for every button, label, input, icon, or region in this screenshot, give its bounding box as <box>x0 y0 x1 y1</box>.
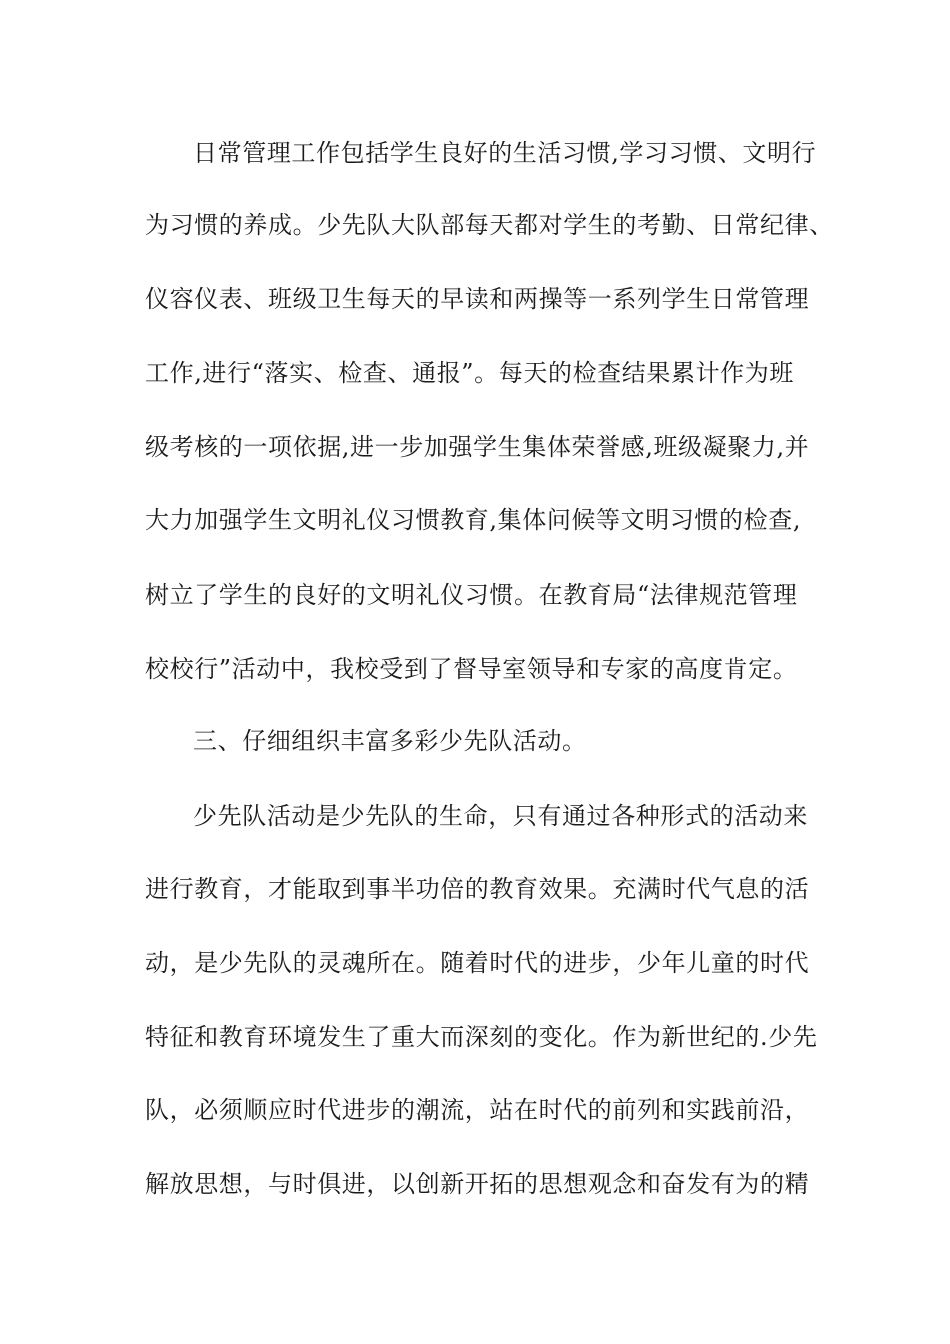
paragraph-line: 动，是少先队的灵魂所在。随着时代的进步，少年儿童的时代 <box>145 949 810 977</box>
paragraph-line: 工作,进行“落实、检查、通报”。每天的检查结果累计作为班 <box>145 359 794 387</box>
paragraph-line: 大力加强学生文明礼仪习惯教育,集体问候等文明习惯的检查, <box>145 506 802 534</box>
paragraph-line: 树立了学生的良好的文明礼仪习惯。在教育局“法律规范管理 <box>145 581 798 609</box>
paragraph-line: 少先队活动是少先队的生命，只有通过各种形式的活动来 <box>193 802 808 830</box>
paragraph-line: 日常管理工作包括学生良好的生活习惯,学习习惯、文明行 <box>193 139 817 167</box>
paragraph-line: 为习惯的养成。少先队大队部每天都对学生的考勤、日常纪律、 <box>145 211 834 239</box>
paragraph-line: 队，必须顺应时代进步的潮流，站在时代的前列和实践前沿， <box>145 1096 810 1124</box>
paragraph-line: 仪容仪表、班级卫生每天的早读和两操等一系列学生日常管理 <box>145 285 810 313</box>
section-heading: 三、仔细组织丰富多彩少先队活动。 <box>193 727 587 755</box>
paragraph-line: 特征和教育环境发生了重大而深刻的变化。作为新世纪的.少先 <box>145 1023 818 1051</box>
paragraph-line: 进行教育，才能取到事半功倍的教育效果。充满时代气息的活 <box>145 875 810 903</box>
paragraph-line: 级考核的一项依据,进一步加强学生集体荣誉感,班级凝聚力,并 <box>145 433 810 461</box>
paragraph-line: 解放思想，与时俱进，以创新开拓的思想观念和奋发有为的精 <box>145 1170 810 1198</box>
paragraph-line: 校校行”活动中，我校受到了督导室领导和专家的高度肯定。 <box>145 655 798 683</box>
